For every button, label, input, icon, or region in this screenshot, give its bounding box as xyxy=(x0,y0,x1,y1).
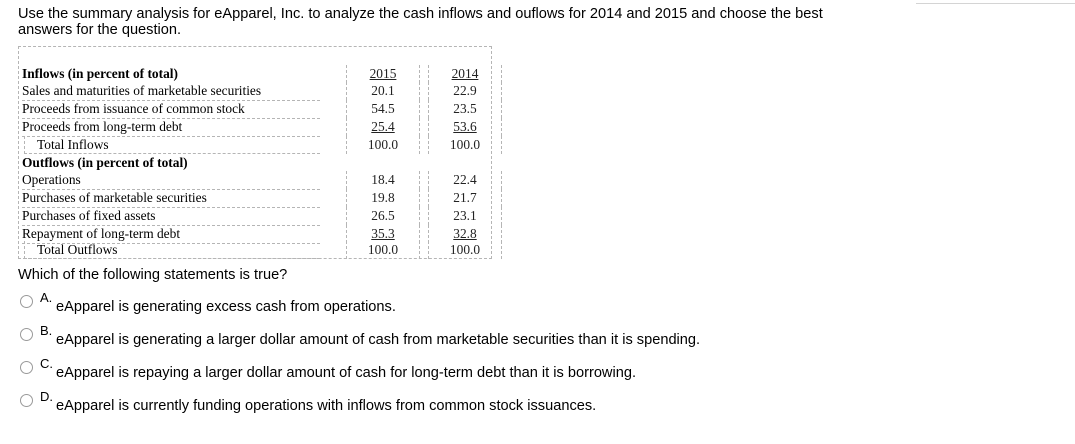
row-label: Proceeds from long-term debt xyxy=(22,118,320,137)
value-2014: 23.1 xyxy=(428,207,502,225)
table-row xyxy=(19,82,491,100)
value-2015: 20.1 xyxy=(346,82,420,100)
row-label: Purchases of marketable securities xyxy=(22,189,320,208)
row-label: Total Outflows xyxy=(24,241,320,259)
table-header-row xyxy=(19,65,491,83)
value-2014: 32.8 xyxy=(453,226,477,241)
top-divider xyxy=(916,0,1075,4)
value-2014: 22.9 xyxy=(428,82,502,100)
value-2015: 35.3 xyxy=(371,226,395,241)
row-label: Operations xyxy=(22,171,320,190)
option-letter: D. xyxy=(40,389,53,404)
row-label: Total Inflows xyxy=(24,136,320,154)
option-c[interactable] xyxy=(20,357,780,381)
option-letter: A. xyxy=(40,290,53,305)
row-label: Sales and maturities of marketable securities xyxy=(22,82,320,101)
value-2015: 26.5 xyxy=(346,207,420,225)
option-letter: B. xyxy=(40,323,53,338)
value-2014: 100.0 xyxy=(428,241,502,259)
value-2015: 100.0 xyxy=(346,241,420,259)
table-row xyxy=(19,171,491,189)
option-a[interactable] xyxy=(20,291,780,315)
radio-button-d[interactable] xyxy=(20,394,33,407)
question-text: Use the summary analysis for eApparel, Inc. to analyze the cash inflows and ouflows for 2014 and 2015 and choose the best answers for the question. xyxy=(18,6,823,38)
option-b[interactable] xyxy=(20,324,780,348)
option-d[interactable] xyxy=(20,390,780,414)
option-text[interactable]: eApparel is currently funding operations with inflows from common stock issuances. xyxy=(56,398,597,414)
year-2015-header: 2015 xyxy=(346,65,420,83)
option-text[interactable]: eApparel is generating excess cash from operations. xyxy=(56,299,396,315)
table-row xyxy=(19,207,491,225)
value-2015: 54.5 xyxy=(346,100,420,118)
row-label: Purchases of fixed assets xyxy=(22,207,320,226)
value-2014: 21.7 xyxy=(428,189,502,207)
outflows-heading: Outflows (in percent of total) xyxy=(22,155,188,170)
table-row xyxy=(19,100,491,118)
question-prompt: Which of the following statements is true? xyxy=(18,267,288,283)
radio-button-c[interactable] xyxy=(20,361,33,374)
value-2015: 25.4 xyxy=(371,119,395,134)
option-letter: C. xyxy=(40,356,53,371)
table-row xyxy=(19,189,491,207)
value-2014: 100.0 xyxy=(428,136,502,154)
summary-table xyxy=(18,46,492,259)
value-2015: 19.8 xyxy=(346,189,420,207)
value-2014: 23.5 xyxy=(428,100,502,118)
radio-button-b[interactable] xyxy=(20,328,33,341)
row-label: Proceeds from issuance of common stock xyxy=(22,100,320,119)
value-2014: 53.6 xyxy=(453,119,477,134)
value-2015: 18.4 xyxy=(346,171,420,189)
option-text[interactable]: eApparel is repaying a larger dollar amount of cash for long-term debt than it is borrowing. xyxy=(56,365,637,381)
table-row xyxy=(19,118,491,136)
total-outflows-row xyxy=(19,241,491,259)
year-2014-header: 2014 xyxy=(428,65,502,83)
inflows-heading: Inflows (in percent of total) xyxy=(22,66,178,81)
radio-button-a[interactable] xyxy=(20,295,33,308)
option-text[interactable]: eApparel is generating a larger dollar amount of cash from marketable securities than it is spending. xyxy=(56,332,701,348)
row-label: Repayment of long-term debt xyxy=(22,225,320,244)
value-2015: 100.0 xyxy=(346,136,420,154)
outflows-heading-row xyxy=(19,154,491,172)
total-inflows-row xyxy=(19,136,491,154)
value-2014: 22.4 xyxy=(428,171,502,189)
